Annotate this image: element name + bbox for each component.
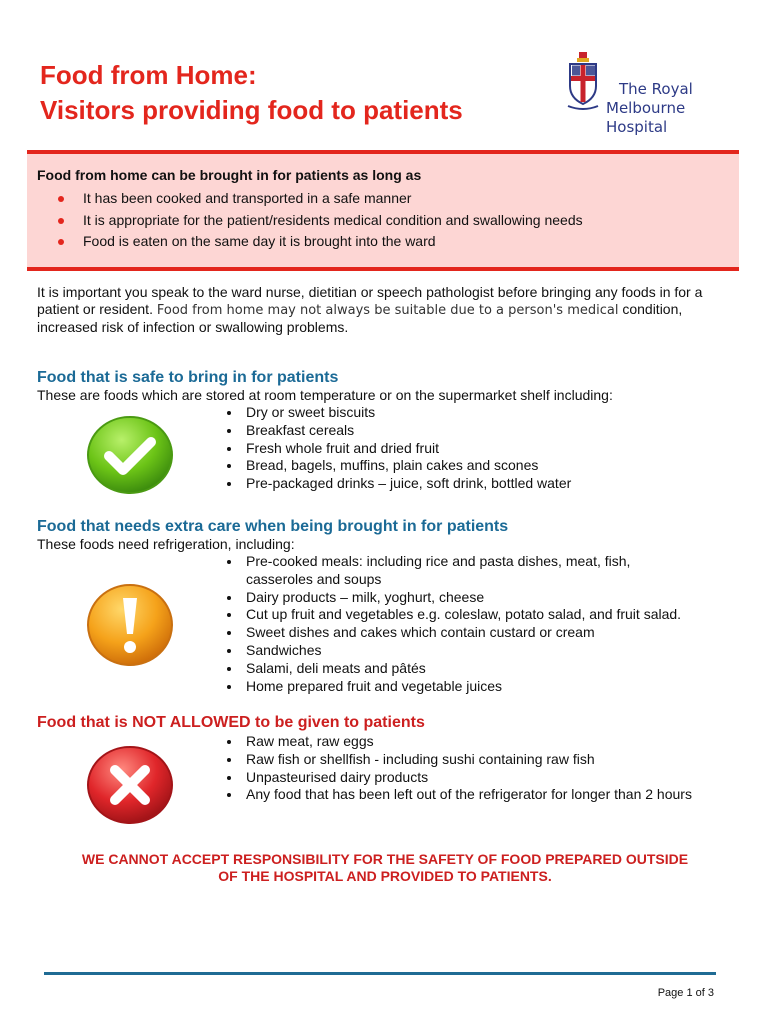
list-item: Salami, deli meats and pâtés bbox=[224, 660, 734, 678]
paragraph-part-3: condition, increased risk of infection or swallowing problems. bbox=[37, 301, 683, 335]
logo-line-2: Melbourne Hospital bbox=[606, 99, 686, 136]
paragraph-part-1: It is important you speak to the ward nurse, dietitian or speech pathologist before bringing any foods in for a patient or resident. bbox=[37, 284, 703, 317]
not-allowed-food-list bbox=[224, 733, 734, 804]
red-cross-icon bbox=[85, 740, 175, 830]
hospital-crest-icon bbox=[564, 50, 602, 114]
list-item: Unpasteurised dairy products bbox=[224, 769, 734, 787]
responsibility-warning bbox=[40, 851, 730, 885]
section-subtitle-safe: These are foods which are stored at room temperature or on the supermarket shelf including: bbox=[37, 387, 613, 403]
orange-exclamation-icon bbox=[85, 580, 175, 670]
intro-list-item: It is appropriate for the patient/residents medical condition and swallowing needs bbox=[58, 210, 583, 232]
list-item: Raw fish or shellfish - including sushi containing raw fish bbox=[224, 751, 734, 769]
list-item: Any food that has been left out of the refrigerator for longer than 2 hours bbox=[224, 786, 704, 804]
warning-line-2: OF THE HOSPITAL AND PROVIDED TO PATIENTS. bbox=[218, 868, 552, 884]
list-item: Fresh whole fruit and dried fruit bbox=[224, 440, 734, 458]
list-item: Home prepared fruit and vegetable juices bbox=[224, 678, 734, 696]
section-title-not-allowed: Food that is NOT ALLOWED to be given to patients bbox=[37, 714, 425, 731]
list-item: Cut up fruit and vegetables e.g. coleslaw, potato salad, and fruit salad. bbox=[224, 606, 734, 624]
section-title-care: Food that needs extra care when being brought in for patients bbox=[37, 518, 509, 535]
list-item: Pre-cooked meals: including rice and pasta dishes, meat, fish, casseroles and soups bbox=[224, 553, 674, 589]
page-title bbox=[40, 58, 463, 128]
hospital-logo bbox=[560, 50, 740, 136]
paragraph-part-2: Food from home may not always be suitable due to a person's medical bbox=[156, 303, 619, 318]
logo-text bbox=[606, 80, 740, 137]
title-line-2: Visitors providing food to patients bbox=[40, 95, 463, 125]
title-line-1: Food from Home: bbox=[40, 60, 257, 90]
list-item: Dry or sweet biscuits bbox=[224, 404, 734, 422]
intro-box bbox=[27, 150, 739, 271]
list-item: Sweet dishes and cakes which contain custard or cream bbox=[224, 624, 734, 642]
section-subtitle-care: These foods need refrigeration, including: bbox=[37, 536, 295, 552]
intro-list-item: It has been cooked and transported in a safe manner bbox=[58, 188, 583, 210]
list-item: Pre-packaged drinks – juice, soft drink, bottled water bbox=[224, 475, 734, 493]
page-number: Page 1 of 3 bbox=[657, 987, 714, 999]
list-item: Bread, bagels, muffins, plain cakes and scones bbox=[224, 457, 734, 475]
intro-list-item: Food is eaten on the same day it is brought into the ward bbox=[58, 231, 583, 253]
intro-list bbox=[58, 188, 583, 253]
warning-line-1: WE CANNOT ACCEPT RESPONSIBILITY FOR THE SAFETY OF FOOD PREPARED OUTSIDE bbox=[81, 851, 689, 867]
green-check-icon bbox=[85, 410, 175, 500]
footer-divider bbox=[44, 972, 716, 975]
list-item: Breakfast cereals bbox=[224, 422, 734, 440]
intro-paragraph bbox=[37, 284, 737, 336]
list-item: Raw meat, raw eggs bbox=[224, 733, 734, 751]
logo-line-1: The Royal bbox=[619, 80, 693, 98]
intro-heading: Food from home can be brought in for patients as long as bbox=[37, 167, 422, 183]
safe-food-list bbox=[224, 404, 734, 493]
list-item: Dairy products – milk, yoghurt, cheese bbox=[224, 589, 734, 607]
section-title-safe: Food that is safe to bring in for patients bbox=[37, 369, 339, 386]
care-food-list bbox=[224, 553, 734, 695]
list-item: Sandwiches bbox=[224, 642, 734, 660]
